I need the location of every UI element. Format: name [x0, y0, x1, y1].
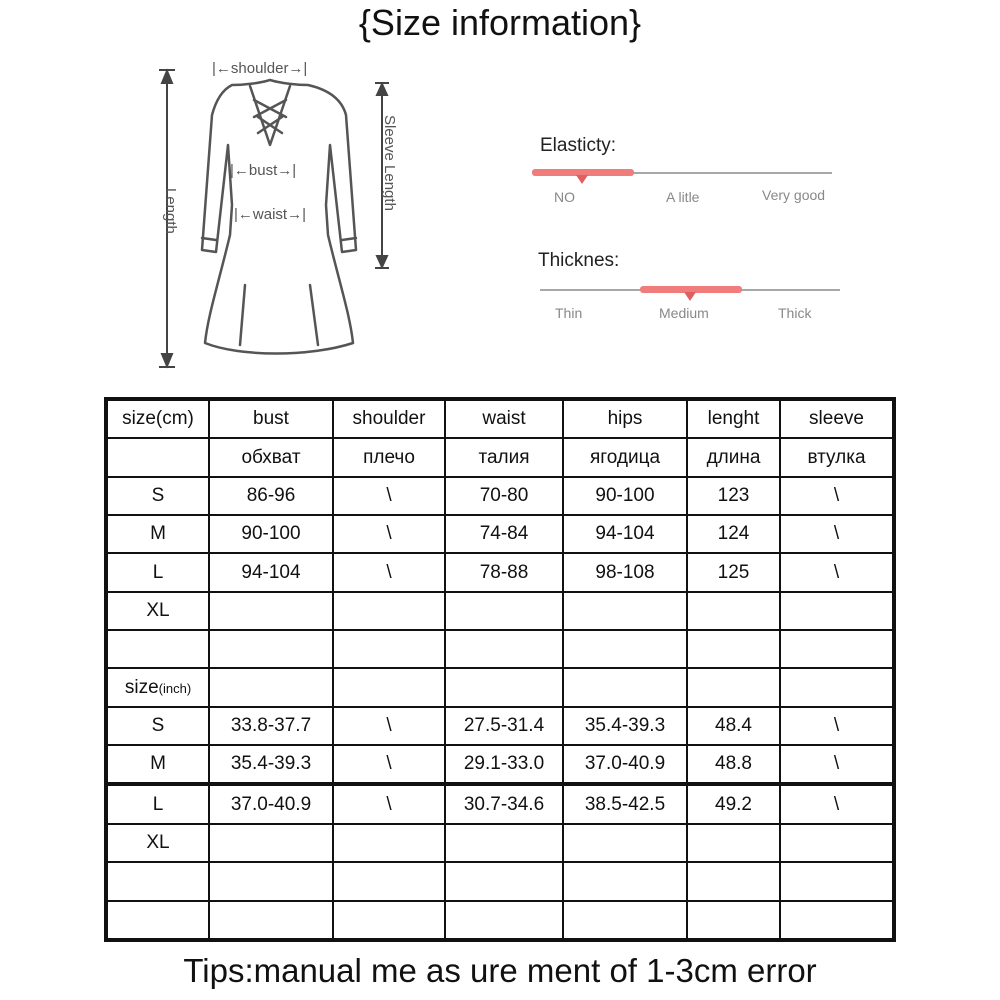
- table-cell: [209, 668, 333, 706]
- table-cell: \: [780, 515, 894, 553]
- table-cell: \: [780, 477, 894, 515]
- table-cell: [445, 668, 563, 706]
- table-cell: [333, 862, 445, 900]
- header-row: [106, 399, 894, 438]
- table-cell: [106, 668, 209, 706]
- table-cell: XL: [106, 824, 209, 862]
- table-cell: обхват: [209, 438, 333, 476]
- bust-label: |←bust→|: [230, 162, 297, 179]
- empty-row: [106, 862, 894, 900]
- table-cell: [209, 630, 333, 668]
- thickness-option-medium: Medium: [659, 305, 709, 321]
- table-cell: [333, 901, 445, 940]
- table-cell: [333, 668, 445, 706]
- table-cell: hips: [563, 399, 687, 438]
- table-cell: 35.4-39.3: [563, 707, 687, 745]
- shoulder-label: |←shoulder→|: [212, 60, 308, 77]
- table-cell: \: [333, 553, 445, 591]
- table-cell: 48.4: [687, 707, 780, 745]
- table-cell: [106, 901, 209, 940]
- table-cell: [780, 668, 894, 706]
- size-table-body: [106, 399, 894, 940]
- table-cell: [687, 630, 780, 668]
- inch-row: [106, 707, 894, 745]
- cm-row: [106, 477, 894, 515]
- table-cell: sleeve: [780, 399, 894, 438]
- table-cell: [780, 862, 894, 900]
- inch-row: [106, 784, 894, 823]
- table-cell: 48.8: [687, 745, 780, 784]
- table-cell: [209, 901, 333, 940]
- table-cell: [209, 824, 333, 862]
- table-cell: 70-80: [445, 477, 563, 515]
- tips-text: Tips:manual me as ure ment of 1-3cm error: [183, 952, 817, 989]
- table-cell: [780, 824, 894, 862]
- table-cell: плечо: [333, 438, 445, 476]
- table-cell: lenght: [687, 399, 780, 438]
- table-cell: \: [333, 784, 445, 823]
- table-cell: [445, 630, 563, 668]
- elasticity-marker: [576, 175, 588, 184]
- table-cell: длина: [687, 438, 780, 476]
- inch-row: [106, 745, 894, 784]
- table-cell: [445, 592, 563, 630]
- table-cell: \: [333, 745, 445, 784]
- table-cell: 33.8-37.7: [209, 707, 333, 745]
- cm-row: [106, 592, 894, 630]
- thickness-option-thick: Thick: [778, 305, 812, 321]
- table-cell: \: [780, 553, 894, 591]
- elasticity-scale: [532, 135, 842, 205]
- page-title: {Size information}: [358, 2, 642, 43]
- table-cell: [106, 862, 209, 900]
- table-cell: [687, 824, 780, 862]
- table-cell: [687, 862, 780, 900]
- table-cell: 90-100: [209, 515, 333, 553]
- table-cell: [209, 862, 333, 900]
- inch-label-main: size: [124, 676, 159, 698]
- table-cell: [445, 824, 563, 862]
- length-label: Length: [162, 188, 179, 234]
- table-cell: [563, 630, 687, 668]
- table-cell: 94-104: [563, 515, 687, 553]
- elasticity-label: Elasticty:: [540, 135, 617, 156]
- table-cell: \: [780, 784, 894, 823]
- table-cell: L: [106, 784, 209, 823]
- table-cell: [780, 592, 894, 630]
- table-cell: shoulder: [333, 399, 445, 438]
- thickness-scale: [540, 250, 850, 320]
- table-cell: [780, 901, 894, 940]
- inch-label-unit: (inch): [158, 680, 192, 696]
- table-cell: \: [333, 477, 445, 515]
- table-cell: талия: [445, 438, 563, 476]
- elasticity-option-very-good: Very good: [762, 187, 826, 203]
- dress-diagram: [150, 55, 410, 375]
- table-cell: \: [333, 515, 445, 553]
- cm-row: [106, 515, 894, 553]
- table-cell: 37.0-40.9: [209, 784, 333, 823]
- table-cell: 30.7-34.6: [445, 784, 563, 823]
- empty-row: [106, 901, 894, 940]
- table-cell: \: [333, 707, 445, 745]
- inch-row: [106, 824, 894, 862]
- table-cell: [687, 668, 780, 706]
- table-cell: M: [106, 515, 209, 553]
- table-cell: 29.1-33.0: [445, 745, 563, 784]
- thickness-marker: [684, 292, 696, 301]
- table-cell: \: [780, 745, 894, 784]
- table-cell: 49.2: [687, 784, 780, 823]
- table-cell: [563, 862, 687, 900]
- table-cell: [445, 901, 563, 940]
- table-cell: waist: [445, 399, 563, 438]
- table-cell: [333, 592, 445, 630]
- table-cell: [563, 592, 687, 630]
- table-cell: 125: [687, 553, 780, 591]
- table-cell: [563, 824, 687, 862]
- table-cell: S: [106, 477, 209, 515]
- table-cell: 86-96: [209, 477, 333, 515]
- empty-row: [106, 630, 894, 668]
- elasticity-option-no: NO: [554, 189, 575, 205]
- table-cell: [563, 668, 687, 706]
- table-cell: M: [106, 745, 209, 784]
- table-cell: 90-100: [563, 477, 687, 515]
- cm-row: [106, 553, 894, 591]
- header-ru-row: [106, 438, 894, 476]
- thickness-option-thin: Thin: [555, 305, 583, 321]
- table-cell: 38.5-42.5: [563, 784, 687, 823]
- table-cell: [780, 630, 894, 668]
- table-cell: [209, 592, 333, 630]
- table-cell: [563, 901, 687, 940]
- table-cell: [687, 592, 780, 630]
- table-cell: 35.4-39.3: [209, 745, 333, 784]
- thickness-label: Thicknes:: [538, 250, 620, 271]
- elasticity-option-a-little: A litle: [666, 189, 700, 205]
- size-table: [104, 397, 896, 942]
- table-cell: ягодица: [563, 438, 687, 476]
- table-cell: [687, 901, 780, 940]
- waist-label: |←waist→|: [234, 206, 306, 223]
- table-cell: [106, 630, 209, 668]
- table-cell: втулка: [780, 438, 894, 476]
- sleeve-length-label: Sleeve Length: [381, 115, 398, 211]
- inch-label-row: [106, 668, 894, 706]
- table-cell: 123: [687, 477, 780, 515]
- table-cell: size(cm): [106, 399, 209, 438]
- table-cell: [333, 824, 445, 862]
- table-cell: bust: [209, 399, 333, 438]
- table-cell: S: [106, 707, 209, 745]
- table-cell: XL: [106, 592, 209, 630]
- table-cell: 94-104: [209, 553, 333, 591]
- table-cell: \: [780, 707, 894, 745]
- table-cell: L: [106, 553, 209, 591]
- table-cell: 124: [687, 515, 780, 553]
- table-cell: 74-84: [445, 515, 563, 553]
- table-cell: [333, 630, 445, 668]
- table-cell: [445, 862, 563, 900]
- table-cell: 37.0-40.9: [563, 745, 687, 784]
- table-cell: 78-88: [445, 553, 563, 591]
- table-cell: 98-108: [563, 553, 687, 591]
- table-cell: 27.5-31.4: [445, 707, 563, 745]
- table-cell: [106, 438, 209, 476]
